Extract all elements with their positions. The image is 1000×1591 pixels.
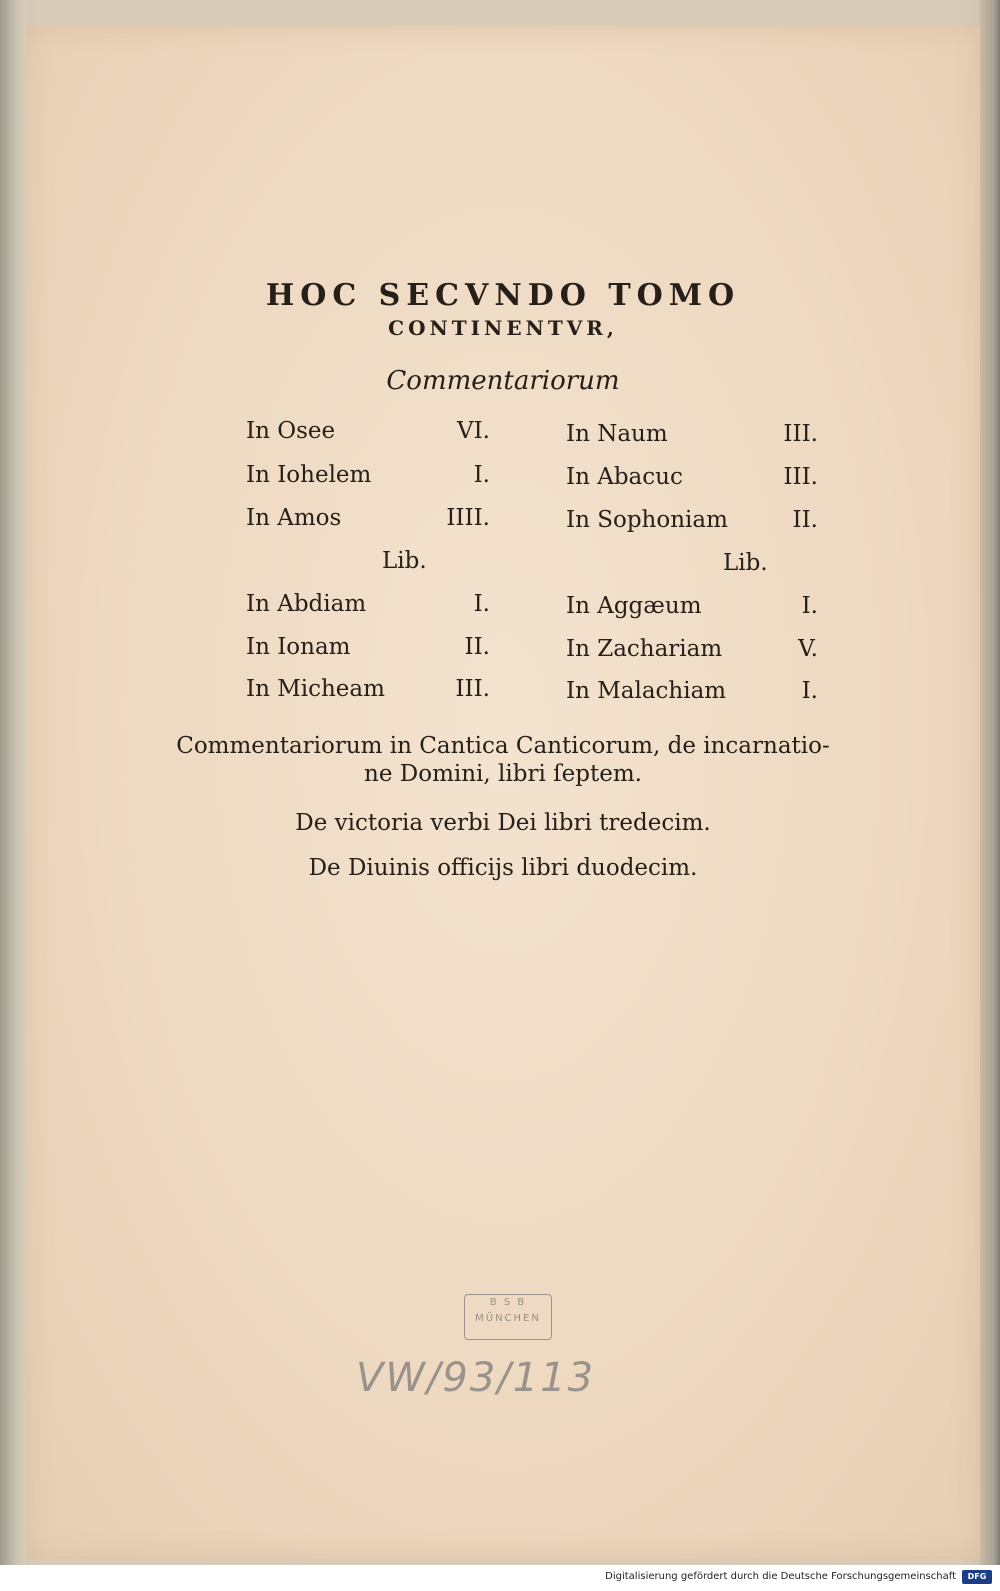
book-count: VI. — [456, 418, 490, 444]
commentary-name: In Malachiam — [566, 678, 727, 704]
dfg-logo-icon: DFG — [962, 1570, 992, 1584]
commentary-name: In Zachariam — [566, 636, 723, 662]
digitization-footer — [0, 1565, 1000, 1591]
list-item — [566, 421, 818, 451]
page-subtitle: CONTINENTVR, — [388, 316, 618, 340]
list-item — [566, 636, 818, 666]
commentary-name: In Amos — [246, 505, 342, 531]
list-item — [566, 507, 818, 537]
book-count: II. — [792, 507, 818, 533]
book-count: V. — [798, 636, 818, 662]
footer-credit: Digitalisierung gefördert durch die Deutsche Forschungsgemeinschaft — [605, 1571, 956, 1582]
list-item — [246, 676, 490, 706]
text-line: De Diuinis officijs libri duodecim. — [308, 855, 698, 881]
text-line: De victoria verbi Dei libri tredecim. — [295, 810, 711, 836]
commentary-name: In Osee — [246, 418, 336, 444]
book-count: I. — [801, 678, 818, 704]
text-line: ne Domini, libri ſeptem. — [364, 761, 642, 787]
commentary-name: In Micheam — [246, 676, 385, 702]
list-item — [246, 418, 490, 448]
book-count: I. — [473, 591, 490, 617]
book-count: III. — [455, 676, 490, 702]
book-count: I. — [801, 593, 818, 619]
lib-label-left: Lib. — [382, 548, 427, 574]
commentary-name: In Abdiam — [246, 591, 367, 617]
page-title: HOC SECVNDO TOMO — [265, 278, 741, 313]
book-count: II. — [464, 634, 490, 660]
list-item — [566, 464, 818, 494]
book-count: III. — [783, 421, 818, 447]
stamp-line: B S B — [489, 1297, 527, 1308]
list-item — [246, 634, 490, 664]
lib-label-right: Lib. — [723, 550, 768, 576]
commentary-name: In Naum — [566, 421, 668, 447]
shelfmark: VW/93/113 — [356, 1355, 596, 1401]
section-heading: Commentariorum — [386, 366, 620, 396]
commentary-name: In Iohelem — [246, 462, 372, 488]
list-item — [246, 591, 490, 621]
list-item — [246, 505, 490, 535]
text-line: Commentariorum in Cantica Canticorum, de incarnatio- — [176, 733, 830, 759]
library-stamp — [464, 1294, 552, 1340]
stamp-line: MÜNCHEN — [475, 1313, 541, 1324]
book-left-edge — [0, 0, 26, 1565]
commentary-name: In Abacuc — [566, 464, 683, 490]
book-count: III. — [783, 464, 818, 490]
commentary-name: In Sophoniam — [566, 507, 728, 533]
book-count: I. — [473, 462, 490, 488]
list-item — [246, 462, 490, 492]
book-right-edge — [980, 0, 1000, 1565]
list-item — [566, 593, 818, 623]
commentary-name: In Ionam — [246, 634, 351, 660]
book-count: IIII. — [446, 505, 490, 531]
list-item — [566, 678, 818, 708]
commentary-name: In Aggæum — [566, 593, 702, 619]
